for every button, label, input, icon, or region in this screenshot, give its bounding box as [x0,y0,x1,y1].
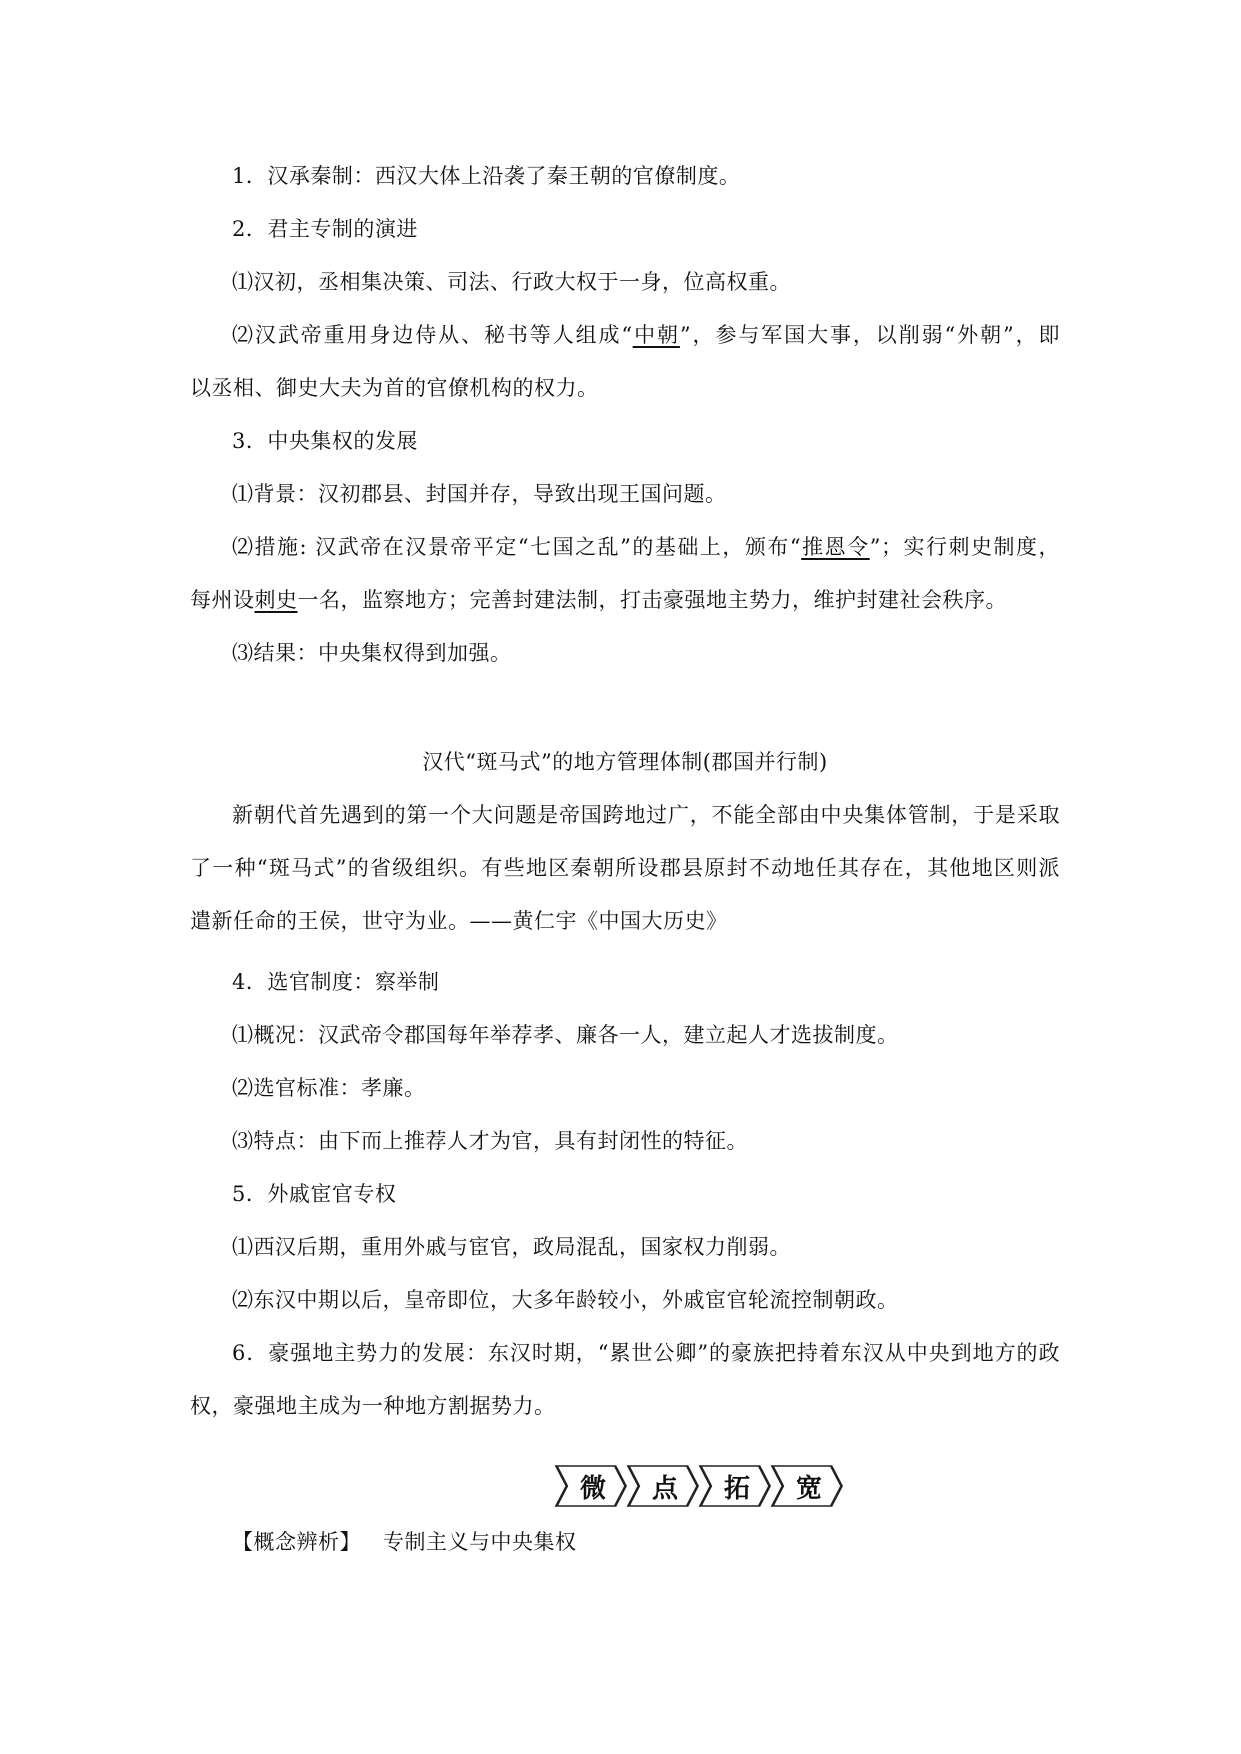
item-text: 一名，监察地方；完善封建法制，打击豪强地主势力，维护封建社会秩序。 [297,588,1007,612]
banner-chevron [769,1464,845,1508]
point-1 [232,161,1060,191]
item-text: 背景：汉初郡县、封国并存，导致出现王国问题。 [253,482,727,506]
point-4-item-1 [232,1020,1060,1050]
item-text: 选官标准：孝廉。 [253,1076,426,1100]
banner-char: 宽 [795,1473,822,1504]
point-number: 1． [232,164,268,188]
point-number: 2． [232,217,268,241]
item-number: ⑴ [232,482,254,506]
point-2-item-2-continued: 以丞相、御史大夫为首的官僚机构的权力。 [190,376,599,400]
point-title: 外戚宦官专权 [267,1182,397,1206]
point-5-item-2 [232,1285,1060,1315]
concept-label: 【概念辨析】 [232,1530,361,1554]
banner-chevron [697,1464,773,1508]
point-4-heading [232,967,1060,997]
point-title: 选官制度：察举制 [267,970,440,994]
item-text: 特点：由下而上推荐人才为官，具有封闭性的特征。 [253,1129,748,1153]
item-number: ⑴ [232,1235,254,1259]
banner-char: 点 [651,1473,678,1504]
point-number: 3． [232,429,268,453]
point-4-item-3 [232,1126,1060,1156]
item-number: ⑵ [232,535,255,559]
item-text: 汉武帝重用身边侍从、秘书等人组成“ [254,323,633,347]
section-banner [553,1462,841,1510]
item-text: 结果：中央集权得到加强。 [253,641,512,665]
item-text: ”，参与军国大事，以削弱“外朝”，即 [679,323,1061,347]
item-text: ”；实行刺史制度， [869,535,1060,559]
point-4-item-2 [232,1073,1060,1103]
point-3-heading [232,426,1060,456]
point-2-heading [232,214,1060,244]
item-text: 每州设 [190,588,255,612]
box-quote-line-1: 新朝代首先遇到的第一个大问题是帝国跨地过广，不能全部由中央集体管制，于是采取 [232,803,1060,827]
banner-chevron [625,1464,701,1508]
item-text: 西汉后期，重用外戚与宦官，政局混乱，国家权力削弱。 [253,1235,791,1259]
point-5-item-1 [232,1232,1060,1262]
item-text: 措施: 汉武帝在汉景帝平定“七国之乱”的基础上，颁布“ [254,535,802,559]
item-number: ⑵ [232,323,255,347]
item-number: ⑴ [232,1023,254,1047]
point-number: 5． [232,1182,268,1206]
key-term: 中朝 [632,323,680,347]
box-quote-line-2: 了一种“斑马式”的省级组织。有些地区秦朝所设郡县原封不动地任其存在，其他地区则派 [190,856,1060,880]
concept-text: 专制主义与中央集权 [383,1530,577,1554]
item-number: ⑵ [232,1076,254,1100]
key-term: 刺史 [254,588,298,612]
point-6 [232,1338,1060,1368]
point-2-item-1 [232,267,1060,297]
banner-chevron [553,1464,629,1508]
point-6-continued: 权，豪强地主成为一种地方割据势力。 [190,1394,556,1418]
point-text: 汉承秦制：西汉大体上沿袭了秦王朝的官僚制度。 [267,164,741,188]
item-text: 汉初，丞相集决策、司法、行政大权于一身，位高权重。 [253,270,791,294]
point-2-item-2 [232,320,1060,350]
item-number: ⑵ [232,1288,254,1312]
item-number: ⑶ [232,1129,254,1153]
point-title: 中央集权的发展 [267,429,418,453]
point-3-item-1 [232,479,1060,509]
point-3-item-2-continued [190,585,1060,615]
key-term: 推恩令 [801,535,870,559]
point-5-heading [232,1179,1060,1209]
point-3-item-3 [232,638,1060,668]
point-number: 6． [232,1341,269,1365]
point-number: 4． [232,970,268,994]
banner-char: 微 [579,1473,606,1504]
item-number: ⑶ [232,641,254,665]
point-title: 君主专制的演进 [267,217,418,241]
point-text: 豪强地主势力的发展：东汉时期，“累世公卿”的豪族把持着东汉从中央到地方的政 [268,1341,1060,1365]
box-quote-line-3: 遣新任命的王侯，世守为业。——黄仁宇《中国大历史》 [190,909,728,933]
banner-char: 拓 [723,1473,750,1504]
item-text: 东汉中期以后，皇帝即位，大多年龄较小，外戚宦官轮流控制朝政。 [253,1288,899,1312]
item-text: 概况：汉武帝令郡国每年举荐孝、廉各一人，建立起人才选拔制度。 [253,1023,899,1047]
item-number: ⑴ [232,270,254,294]
box-title: 汉代“斑马式”的地方管理体制(郡国并行制) [422,750,828,774]
concept-analysis [232,1527,1060,1557]
point-3-item-2 [232,532,1060,562]
